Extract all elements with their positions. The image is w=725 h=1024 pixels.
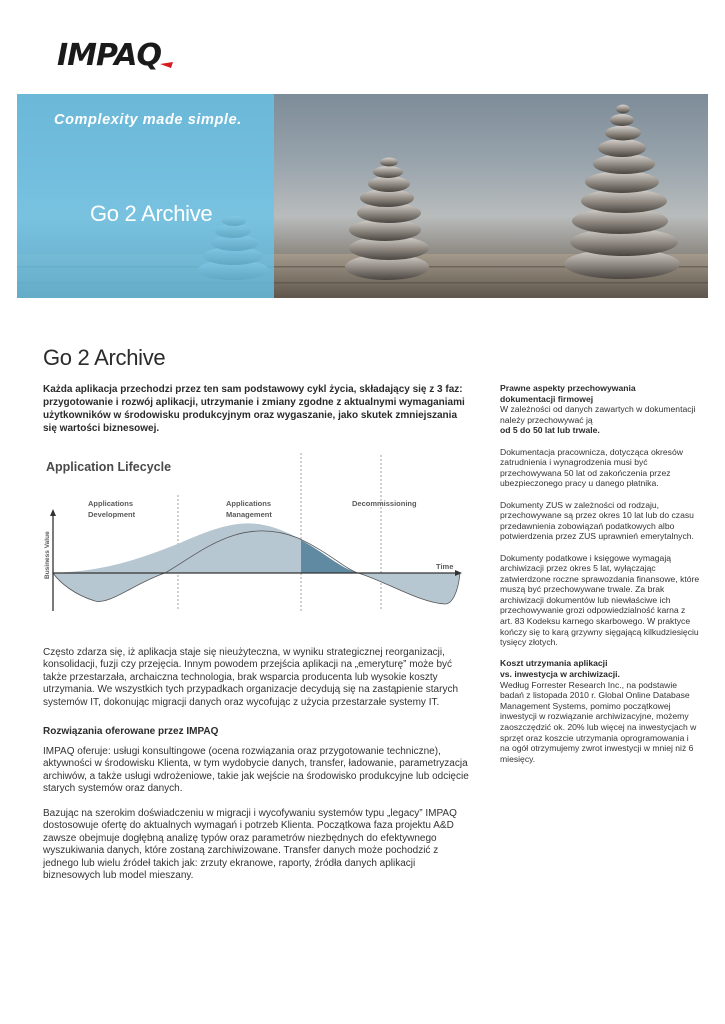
intro-paragraph: Każda aplikacja przechodzi przez ten sam podstawowy cykl życia, składający się z 3 faz: przygotowanie i rozwój aplikacji, utrzymanie i zmiany zgodne z aktualnymi wymaganiami użytkowników w środowisku produkcyjnym oraz wygaszanie, jako skutek zmniejszania się wartości biznesowej.	[43, 384, 465, 434]
sidebar-zus-docs: Dokumenty ZUS w zależności od rodzaju, przechowywane są przez okres 10 lat lub do czasu przedawnienia zobowiązań podatkowych albo potwierdzenia przez ZUS uprawnień emerytalnych.	[500, 499, 694, 542]
sidebar-legal-text: W zależności od danych zawartych w dokumentacji należy przechowywać ją	[500, 404, 696, 425]
body-paragraph-2: IMPAQ oferuje: usługi konsultingowe (ocena rozwiązania oraz przygotowanie techniczne), aktywności w środowisku Klienta, w tym wydobycie danych, transfer, ładowanie, parametryzacja archiwów, a także usługi wdrożeniowe, takie jak wejście na środowisko produkcyjne lub odcięcie starych systemów oraz danych.	[43, 746, 469, 795]
logo-text: IMPAQ	[57, 38, 161, 73]
sidebar-cost-heading-1: Koszt utrzymania aplikacji	[500, 658, 608, 669]
negative-area-development	[53, 573, 165, 601]
sidebar-tax-docs: Dokumenty podatkowe i księgowe wymagają archiwizacji przez okres 5 lat, wyłączając zatwierdzone roczne sprawozdania finansowe, które muszą być przechowywane trwale. Za brak archiwizacji dokumentów lub niewłaściwe ich przechowywanie grozi odpowiedzialność karna z art. 83 Kodeksu karnego skarbowego. W praktyce kończy się to karą grzywny sięgającą kilkudziesięciu tysięcy złotych.	[500, 552, 700, 648]
solutions-heading: Rozwiązania oferowane przez IMPAQ	[43, 726, 219, 737]
value-area-decline	[301, 540, 358, 573]
application-lifecycle-diagram	[40, 453, 472, 623]
phase-label-management-2: Management	[226, 510, 272, 519]
hero-tagline: Complexity made simple.	[54, 112, 242, 128]
sidebar-cost-section	[500, 658, 700, 764]
body-paragraph-3: Bazując na szerokim doświadczeniu w migracji i wycofywaniu systemów typu „legacy” IMPAQ dostosowuje ofertę do aktualnych wymagań i potrzeb Klienta. Początkowa faza projektu A&D zawsze obejmuje dogłębną analizę typów oraz parametrów niezbędnych do efektywnego wyszukiwania danych, które zostaną zarchiwizowane. Transfer danych może pochodzić z jednego lub wielu źródeł takich jak: zrzuty ekranowe, raporty, źródła danych aplikacji biznesowych lub model mieszany.	[43, 808, 457, 882]
impaq-logo	[57, 38, 177, 74]
negative-area-decommission	[358, 573, 460, 604]
sidebar-legal-highlight: od 5 do 50 lat lub trwale.	[500, 425, 600, 436]
y-axis-arrow-icon	[50, 509, 56, 516]
sidebar-legal-heading-1: Prawne aspekty przechowywania	[500, 383, 636, 393]
body-paragraph-1: Często zdarza się, iż aplikacja staje się nieużyteczna, w wyniku strategicznej reorganizacji, konsolidacji, fuzji czy przejęcia. Innym powodem przejścia aplikacji na „emeryturę” może być także przestarzała, archaiczna technologia, brak wsparcia producenta lub wysokie koszty utrzymania. We wszystkich tych przypadkach organizacje decydują się na zastąpienie starych systemów IT, dokonując migracji danych oraz wycofując z użycia przestarzałe systemy IT.	[43, 647, 459, 708]
sidebar	[500, 383, 700, 775]
sidebar-employee-docs: Dokumentacja pracownicza, dotycząca okresów zatrudnienia i wynagrodzenia musi być przechowywana 50 lat od zakończenia przez ubezpieczonego pracy u danego płatnika.	[500, 446, 683, 489]
hero-title: Go 2 Archive	[90, 201, 213, 226]
phase-label-decommissioning: Decommissioning	[352, 499, 417, 508]
sidebar-legal-section	[500, 383, 700, 436]
sidebar-cost-text: Według Forrester Research Inc., na podstawie badań z listopada 2010 r. Global Online Database Management Systems, pomimo początkowej inwestycji w rozwiązanie archiwizacyjne, możemy zaoszczędzić ok. 20% lub więcej na inwestycjach w sprzęt oraz koszcie utrzymania oprogramowania i na ogół otrzymujemy zwrot inwestycji w mniej niż 6 miesięcy.	[500, 679, 697, 764]
hero-banner	[17, 94, 708, 298]
logo-accent-icon	[157, 48, 175, 70]
x-axis-label: Time	[436, 562, 454, 571]
page-title: Go 2 Archive	[43, 345, 166, 370]
sidebar-cost-heading-2: vs. inwestycja w archiwizacji.	[500, 669, 620, 680]
phase-label-development-2: Development	[88, 510, 136, 519]
chart-title: Application Lifecycle	[46, 460, 172, 474]
sidebar-legal-heading-2: dokumentacji firmowej	[500, 393, 594, 404]
phase-label-management-1: Applications	[226, 499, 272, 508]
y-axis-label: Business Value	[44, 531, 51, 579]
phase-label-development-1: Applications	[88, 499, 134, 508]
